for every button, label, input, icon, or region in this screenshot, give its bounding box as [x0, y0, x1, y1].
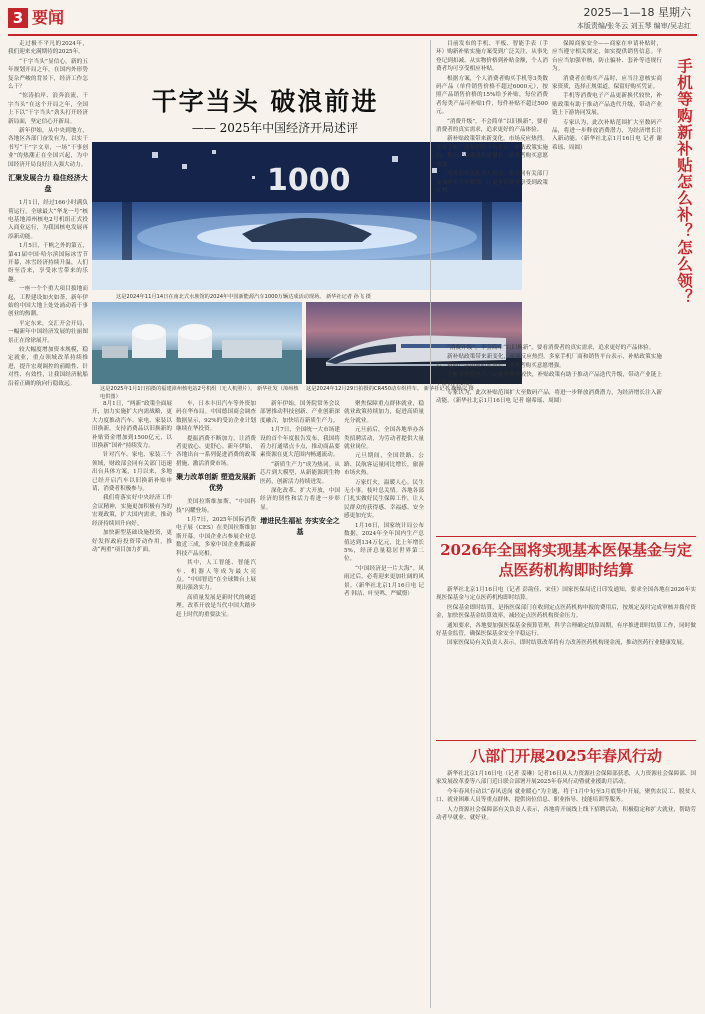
svg-text:1000: 1000 [267, 163, 351, 198]
section-number: 3 [8, 8, 28, 28]
col1-intro: 走过极不平凡的2024年，我们迎来充满期待的2025年。 “干字当头”显信心。新的五年规划开局之年，在国内外形势复杂严峻的背景下，经济工作怎么干？ “惊涛拍岸、浪奔浪流，干字当头”在这个开局之年，全国上下以“干字当头”劲头打开经济新局面，坚定信心开新局。 新年伊始，从中央到地方，各地区各部门奋发有为，以实干书写“干”字文章，一场“干事创业”的热潮正在全国兴起，为中国经济开局良好注入强大动力。 [8, 41, 88, 168]
subhead-1: 汇聚发展合力 稳住经济大盘 [8, 174, 88, 194]
train-photo-caption: 这是2024年12月29日拍摄的CR450动车组样车。 新华社记者 鞠焕宗 摄 [306, 386, 474, 392]
column-divider [430, 40, 431, 1008]
section-name: 要闻 [32, 8, 65, 27]
nuclear-photo-caption: 这是2025年1月1日拍摄的福建漳州核电站2号机组（无人机照片）。 新华社发（漳州核电供图） [100, 386, 299, 400]
subsidy-vertical-headline: 手机等购新补贴怎么补？怎么领？ [675, 58, 694, 306]
issue-date: 2025—1—18 星期六 [583, 6, 691, 19]
subsidy-story-col-1: 目前发布的手机、平板、智能手表（手环）购新补贴实施方案受到广泛关注，从事先登记到扣减、从实物价格到补贴金额，个人消费者均可享受相应补贴。 根据方案，个人消费者购买手机等3类数码产品（单件销售价格不超过6000元），按照产品销售价格的15%给予补贴，每位消费者每类产品可补贴1件，每件补贴不超过500元。 “消费升级”，不会简单“以旧换新”，要看消费者的真实需求，追求更好的产品体验。 新补贴政策带来新变化，市场反应热烈。多家手机厂商和销售平台表示，补贴政策实施后，数码产品销量明显增长，消费者购买意愿增强。 商务部有关负责人表示，将会同有关部门加强政策宣传解读，让更多消费者享受到政策红利。 [436, 41, 548, 194]
subsidy-story-continued: “消费升级”，不会简单“以旧换新”，要看消费者的真实需求，追求更好的产品体验。 新补贴政策带来新变化，市场反应热烈。多家手机厂商和销售平台表示，补贴政策实施后，数码产品销量明显增长，消费者购买意愿增强。 手机等消费电子产品更新换代较快，补贴政策有助于推动产品迭代升级，带动产业链上下游协同发展。 专家认为，此次补贴范围扩大至数码产品，将进一步释放消费潜力，为经济增长注入新动能。（新华社北京1月16日电 记者 谢希瑶、周圆） [436, 345, 662, 405]
subsidy-story-col-2: 保障商家安全——商家在申请补贴时，应当遵守相关规定，如实提供销售信息。平台应当加强审核，防止骗补、套补等违规行为。 消费者在购买产品时，应当注意核实商家资质，选择正规渠道，保留好购买凭证。 手机等消费电子产品更新换代较快，补贴政策有助于推动产品迭代升级，带动产业链上下游协同发展。 专家认为，此次补贴范围扩大至数码产品，将进一步释放消费潜力，为经济增长注入新动能。（新华社北京1月16日电 记者 谢希瑶、周圆） [552, 41, 662, 151]
main-photo-caption: 这是2024年11月14日在南北式水族馆的2024年中国新能源汽车1000万辆达成活动现场。 新华社记者 孙飞 摄 [116, 294, 371, 300]
main-story-col-2: 8月1日，“两新”政策全面展开，加力实施扩大内需战略，更大力度推动汽车、家电、家装以旧换新，支持消费品以旧换新的补贴资金增加到1500亿元，以旧换新“国补”持续发力。 针对汽车、家电、家装三个领域，财政部会同有关部门迅速出台具体方案，1月以来，多地已经开启汽车以旧换新补贴申请，消费者积极参与。 我们将落实好中央经济工作会议精神，实施更加积极有为的宏观政策，扩大国内需求，推动经济持续回升向好。 加快新型基础设施投资，更好发挥政府投资带动作用，推动“两重”项目加力扩面。 [92, 401, 172, 553]
editors-line: 本版责编/张冬云 刘玉琴 编审/吴志红 [576, 22, 691, 30]
story3-top-rule [436, 740, 696, 741]
main-story-col-5: 聚焦保障重点群体就业，稳就业政策持续加力，促进高质量充分就业。 元旦前后，全国各地举办各类招聘活动，为劳动者提供大量就业岗位。 元旦期间，全国铁路、公路、民航客运量同比增长，旅游市场火热。 万家灯火，温暖人心。民生无小事，枝叶总关情。各地各部门扎实做好民生保障工作，让人民群众的获得感、幸福感、安全感更加充实。 1月16日，国家统计局公布数据，2024年全年国内生产总值达到134万亿元，比上年增长5%，经济总量稳居世界第二位。 “中国经济是一片大海”。风雨过后，必将迎来更加壮阔的风景。（新华社北京1月16日电 记者 韩洁、叶昊鸣、严赋憬） [344, 401, 424, 597]
main-story-col-1 [8, 40, 88, 1008]
main-story-col-4: 新年伊始，国务院常务会议部署推动科技创新、产业创新深度融合，加快培育新质生产力。 1月7日，全国统一大市场建设的首个年度报告发布，我国将着力打通堵点卡点，推动商品要素资源在更大范围内畅通流动。 “新质生产力”成为热词。从芯片到大模型，从新能源到生物医药，创新活力持续迸发。 深化改革、扩大开放，中国经济的韧性和活力将进一步彰显。 增进民生福祉 夯实安全之基 [260, 401, 340, 537]
col1-body: 1月1日，经过166小时满负荷运行，全球最大“华龙一号”核电基地漳州核电2号机组正式投入商业运行，为我国核电发展再添新动能。 1月5日，千帆之外的第五，第41届中国·哈尔滨国际冰雪节开幕，冰雪经济持续升温，人们纷至沓来，享受冰雪带来的乐趣。 一座一个个重大项目拔地而起，工程建设如火如荼，新年伊始的中国大地上处处涌动着干事创业的热潮。 平定东来，交汇开会开局，一幅新年中国经济发展的壮丽图景正在徐徐展开。 较大幅度增加资本规模，稳定就业，重点领域改革持续推进，提升宏观调控的前瞻性、针对性、有效性，让我国经济航船沿着正确的航向行稳致远。 [8, 200, 88, 387]
nuclear-plant-photo [92, 302, 302, 384]
main-story-col-3: 车，日本丰田汽车等外资加码在华布局。中国德国商会调查数据显示，92%的受访企业计划继续在华投资。 提振消费不断加力，让消费者更放心、更舒心。新年伊始，各地出台一系列促进消费的政策措施，激活消费市场。 聚力改革创新 塑造发展新优势 美国拉斯维加斯，“中国科技”闪耀登场。 1月7日，2025年国际消费电子展（CES）在美国拉斯维加斯开幕，中国企业占参展企业总数近三成，多家中国企业携最新科技产品亮相。 其中，人工智能、智能汽车、机器人等成为最大亮点。“中国智造”在全球舞台上展现出强劲实力。 高质量发展是新时代的硬道理。改革开放是当代中国大踏步赶上时代的重要法宝。 [176, 401, 256, 618]
story3-headline: 八部门开展2025年春风行动 [470, 747, 662, 765]
main-headline: 干字当头 破浪前进 [151, 87, 379, 116]
story2-top-rule [436, 536, 696, 537]
subhead-3: 增进民生福祉 夯实安全之基 [260, 517, 340, 537]
masthead [0, 0, 705, 36]
story3-body: 新华社北京1月16日电（记者 姜琳）记者16日从人力资源社会保障部获悉，人力资源社会保障部、国家发展改革委等八部门近日联合部署开展2025年春风行动暨就业援助月活动。 今年春风行动以“春风送岗 就业暖心”为主题，将于1月中旬至3月底集中开展，聚焦农民工、脱贫人口、就业困难人员等重点群体，提供岗位信息、职业指导、技能培训等服务。 人力资源社会保障部有关负责人表示，各地将开展线上线下招聘活动，积极稳定和扩大就业，帮助劳动者早就业、就好业。 [436, 771, 696, 822]
story2-body: 新华社北京1月16日电（记者 彭韵佳、宋佳）国家医保局近日印发通知，要求全国各地在2026年实现医保基金与定点医药机构即时结算。 医保基金即时结算，是指医保部门在收到定点医药机构申报的费用后，按规定及时完成审核并拨付资金，加快医保基金结算效率，减轻定点医药机构资金压力。 通知要求，各地要加强医保基金预算管理，科学合理确定结算周期，有序推进即时结算工作，同时做好基金监管，确保医保基金安全平稳运行。 国家医保局有关负责人表示，即时结算改革将有力改善医药机构现金流，推动医药行业健康发展。 [436, 587, 696, 647]
story2-headline: 2026年全国将实现基本医保基金与定点医药机构即时结算 [440, 541, 692, 579]
subhead-2: 聚力改革创新 塑造发展新优势 [176, 473, 256, 493]
main-subheadline: —— 2025年中国经济开局述评 [191, 121, 359, 135]
masthead-rule [8, 34, 697, 36]
nuclear-plant-illustration [92, 302, 302, 384]
